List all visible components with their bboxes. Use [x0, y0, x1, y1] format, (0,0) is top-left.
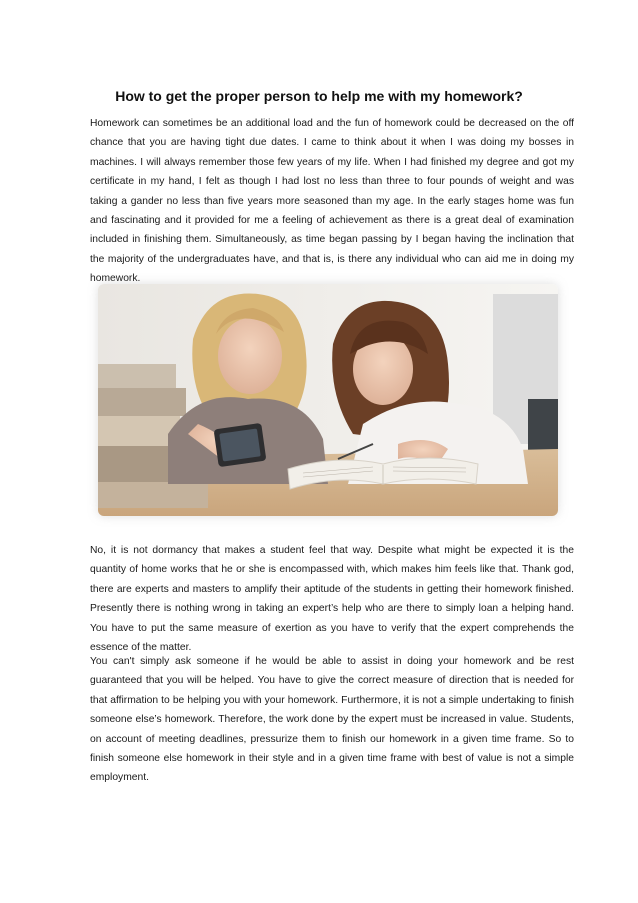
students-studying-photo: [98, 284, 558, 516]
page-title: How to get the proper person to help me with my homework?: [115, 88, 523, 104]
paragraph-intro: Homework can sometimes be an additional load and the fun of homework could be decreased on the off chance that you are having tight due dates. I came to think about it when I was doing my bosses in machines. I will always remember those few years of my life. When I had finished my degree and got my certificate in my hand, I felt as though I had lost no less than three to four pounds of weight and was taking a gander no less than five years more seasoned than my age. In the early stages home was fun and fascinating and it provided for me a feeling of achievement as there is a great deal of examination included in finishing them. Simultaneously, as time began passing by I began having the inclination that the majority of the undergraduates have, and that is, is there any individual who can aid me in doing my homework.: [90, 118, 574, 285]
paragraph-direction: You can't simply ask someone if he would be able to assist in doing your homework and be rest guaranteed that you will be helped. You have to give the correct measure of direction that is needed for that affirmation to be helping you with your homework. Furthermore, it is not a simple undertaking to finish someone else’s homework. Therefore, the work done by the expert must be increased in value. Students, on account of meeting deadlines, pressurize them to finish our homework in a given time frame. So to finish someone else homework in their style and in a given time frame with best of value is not a simple employment.: [90, 656, 574, 784]
paragraph-experts: No, it is not dormancy that makes a student feel that way. Despite what might be expected it is the quantity of home works that he or she is encompassed with, which makes him feels like that. Thank god, there are experts and masters to amplify their aptitude of the students in getting their homework finished. Presently there is nothing wrong in taking an expert’s help who are there to simply loan a helping hand. You have to put the same measure of exertion as you have to verify that the expert comprehends the essence of the matter.: [90, 545, 574, 654]
